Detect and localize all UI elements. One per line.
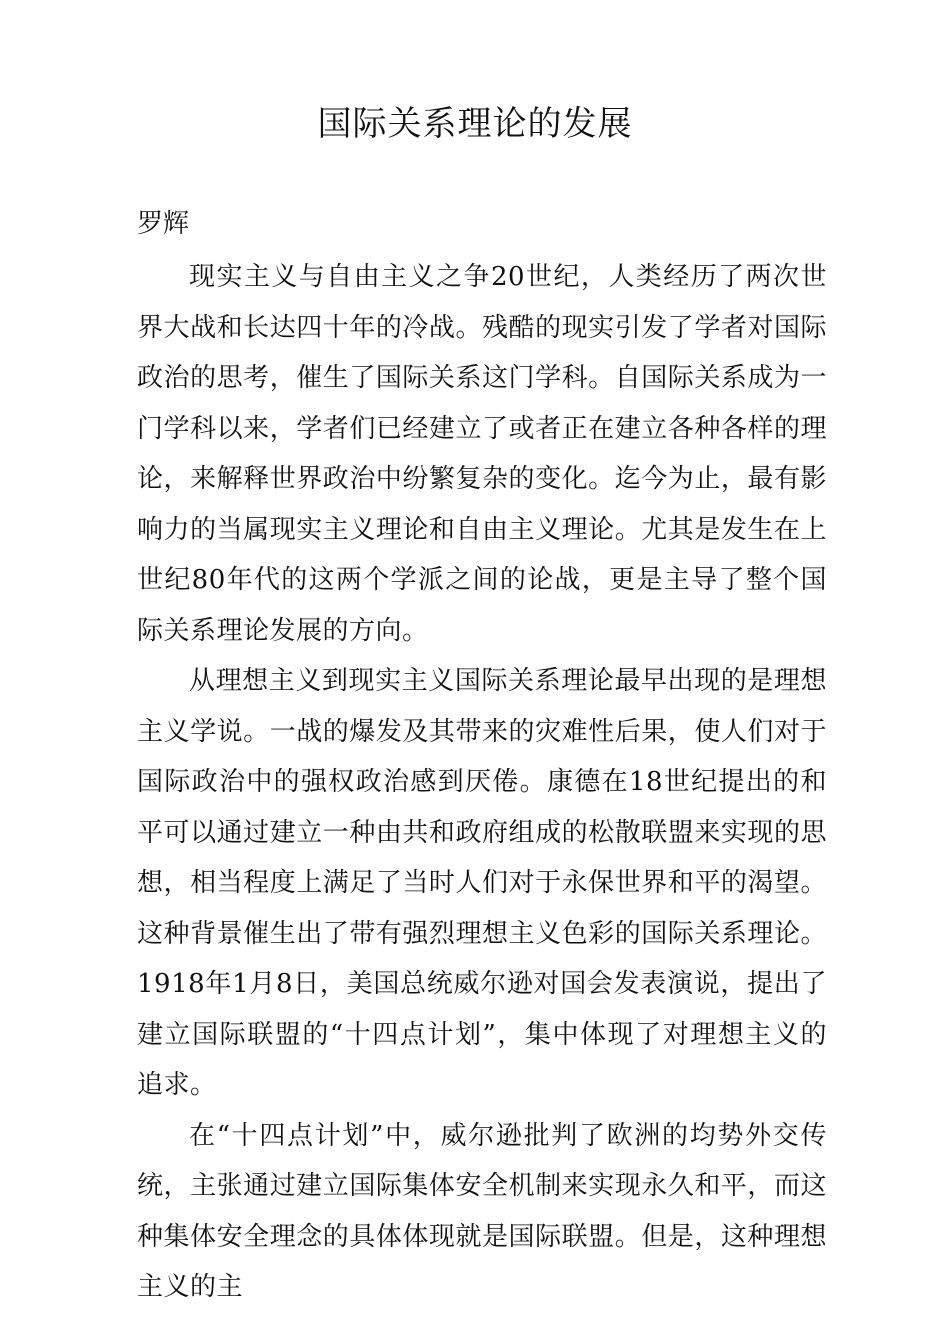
paragraph: 现实主义与自由主义之争20世纪，人类经历了两次世界大战和长达四十年的冷战。残酷的现实引发了学者对国际政治的思考，催生了国际关系这门学科。自国际关系成为一门学科以来，学者们已经建立了或者正在建立各种各样的理论，来解释世界政治中纷繁复杂的变化。迄今为止，最有影响力的当属现实主义理论和自由主义理论。尤其是发生在上世纪80年代的这两个学派之间的论战，更是主导了整个国际关系理论发展的方向。: [137, 262, 827, 646]
paragraph: 在“十四点计划”中，威尔逊批判了欧洲的均势外交传统，主张通过建立国际集体安全机制来实现永久和平，而这种集体安全理念的具体体现就是国际联盟。但是，这种理想主义的主: [137, 1120, 827, 1302]
document-body: [137, 252, 827, 1313]
paragraph: 从理想主义到现实主义国际关系理论最早出现的是理想主义学说。一战的爆发及其带来的灾难性后果，使人们对于国际政治中的强权政治感到厌倦。康德在18世纪提出的和平可以通过建立一种由共和政府组成的松散联盟来实现的思想，相当程度上满足了当时人们对于永保世界和平的渴望。这种背景催生出了带有强烈理想主义色彩的国际关系理论。1918年1月8日，美国总统威尔逊对国会发表演说，提出了建立国际联盟的“十四点计划”，集中体现了对理想主义的追求。: [137, 666, 827, 1100]
author-name: 罗辉: [137, 209, 190, 239]
document-title: 国际关系理论的发展: [317, 104, 633, 144]
